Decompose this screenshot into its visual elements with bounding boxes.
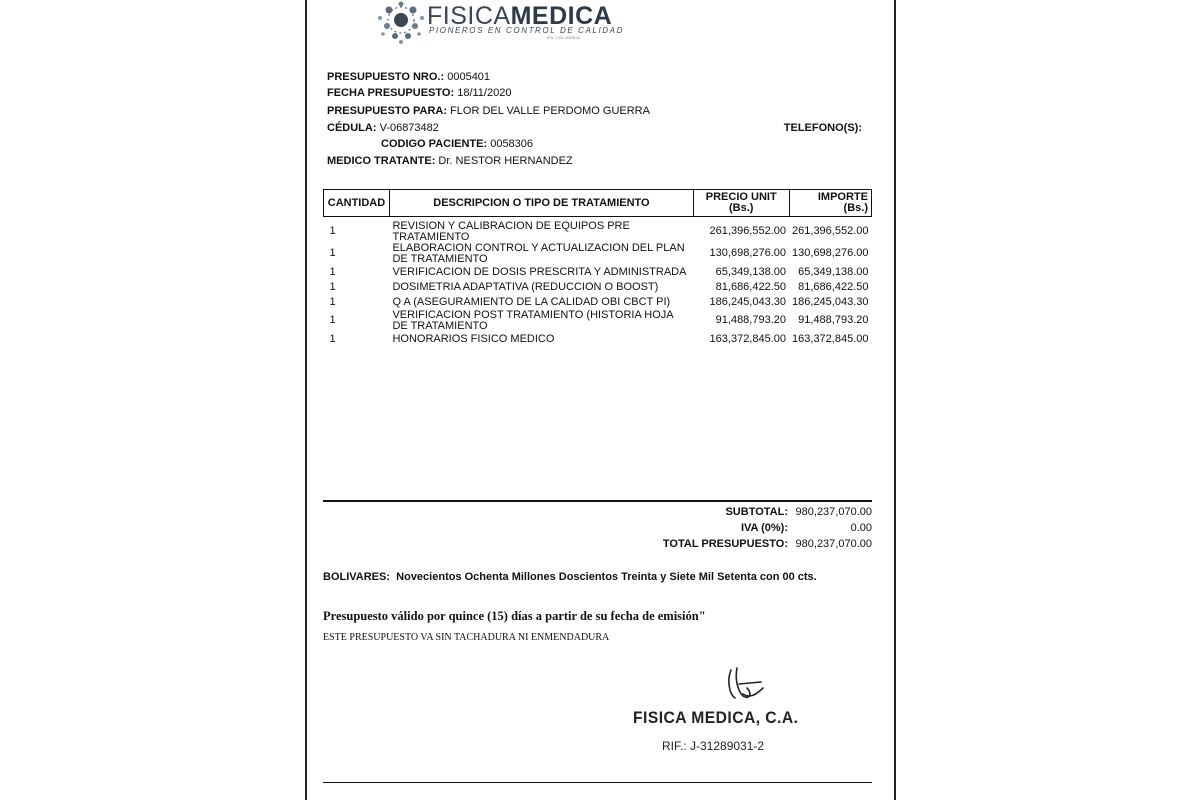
- items-table: [323, 189, 872, 347]
- table-row: [324, 310, 872, 332]
- row-amount: 186,245,043.30: [792, 295, 869, 308]
- row-quantity: 1: [329, 314, 336, 326]
- row-amount: 91,488,793.20: [798, 314, 869, 326]
- validity-statement: Presupuesto válido por quince (15) días a partir de su fecha de emisión": [323, 609, 706, 623]
- row-quantity: 1: [329, 332, 336, 345]
- table-row: [324, 221, 872, 243]
- row-description: DOSIMETRIA ADAPTATIVA (REDUCCION O BOOST): [392, 280, 659, 293]
- row-quantity: 1: [329, 265, 336, 278]
- amount-in-words: BOLIVARES: Novecientos Ochenta Millones Doscientos Treinta y Siete Mil Setenta con 00 cts.: [323, 571, 817, 583]
- col-amount: IMPORTE (Bs.): [789, 190, 871, 217]
- row-description: VERIFICACION DE DOSIS PRESCRITA Y ADMINISTRADA: [392, 265, 687, 278]
- row-amount: 130,698,276.00: [792, 247, 869, 259]
- iva-row: IVA (0%): 0.00: [740, 522, 872, 534]
- col-description: DESCRIPCION O TIPO DE TRATAMIENTO: [389, 190, 693, 217]
- row-unit-price: 163,372,845.00: [709, 332, 787, 345]
- molecule-logo-icon: [375, 0, 427, 46]
- bottom-rule: [323, 782, 872, 783]
- budget-date: FECHA PRESUPUESTO: 18/11/2020: [327, 87, 512, 99]
- row-description: VERIFICACION POST TRATAMIENTO (HISTORIA HOJA DE TRATAMIENTO: [392, 308, 673, 332]
- logo-wordmark: FISICAMEDICA: [427, 2, 613, 30]
- col-unit-price: PRECIO UNIT (Bs.): [693, 190, 789, 217]
- budget-number: PRESUPUESTO NRO.: 0005401: [327, 71, 491, 83]
- phone-label: TELEFONO(S):: [783, 122, 862, 134]
- totals-block: [323, 500, 872, 552]
- treating-doctor: MEDICO TRATANTE: Dr. NESTOR HERNANDEZ: [327, 155, 573, 167]
- row-description: Q A (ASEGURAMIENTO DE LA CALIDAD OBI CBCT PI): [392, 295, 671, 308]
- table-row: [324, 265, 872, 280]
- table-header-row: [324, 190, 872, 217]
- row-description: HONORARIOS FISICO MEDICO: [392, 332, 555, 345]
- row-description: ELABORACION CONTROL Y ACTUALIZACION DEL PLAN DE TRATAMIENTO: [392, 241, 685, 265]
- table-row: [324, 243, 872, 265]
- row-amount: 261,396,552.00: [792, 225, 869, 237]
- row-quantity: 1: [329, 225, 336, 237]
- row-quantity: 1: [329, 280, 336, 293]
- row-unit-price: 186,245,043.30: [709, 295, 787, 308]
- row-amount: 81,686,422.50: [798, 280, 869, 293]
- row-amount: 163,372,845.00: [792, 332, 869, 345]
- patient-code: CODIGO PACIENTE: 0058306: [381, 138, 534, 150]
- no-erasures-note: ESTE PRESUPUESTO VA SIN TACHADURA NI ENMENDADURA: [323, 632, 610, 643]
- logo-subtitle: EN COLOMBIA: [547, 35, 581, 40]
- table-row: [324, 332, 872, 347]
- row-description: REVISION Y CALIBRACION DE EQUIPOS PRE TRATAMIENTO: [392, 219, 630, 243]
- table-row: [324, 280, 872, 295]
- company-rif: RIF.: J-31289031-2: [662, 739, 765, 753]
- row-unit-price: 65,349,138.00: [715, 265, 787, 278]
- recipient-id: CÉDULA: V-06873482: [327, 122, 439, 134]
- row-unit-price: 261,396,552.00: [709, 225, 787, 237]
- company-stamp: FISICA MEDICA, C.A.: [633, 708, 799, 727]
- document-page: [305, 0, 896, 800]
- col-quantity: CANTIDAD: [324, 190, 390, 217]
- row-unit-price: 91,488,793.20: [715, 314, 787, 326]
- total-row: TOTAL PRESUPUESTO: 980,237,070.00: [662, 538, 872, 550]
- logo-tagline: PIONEROS EN CONTROL DE CALIDAD: [429, 26, 624, 35]
- row-quantity: 1: [329, 295, 336, 308]
- subtotal-row: SUBTOTAL: 980,237,070.00: [725, 506, 872, 518]
- company-logo: [375, 0, 624, 48]
- budget-recipient: PRESUPUESTO PARA: FLOR DEL VALLE PERDOMO GUERRA: [327, 105, 650, 117]
- row-unit-price: 81,686,422.50: [715, 280, 787, 293]
- row-unit-price: 130,698,276.00: [709, 247, 787, 259]
- table-row: [324, 295, 872, 310]
- row-amount: 65,349,138.00: [798, 265, 869, 278]
- row-quantity: 1: [329, 247, 336, 259]
- signature-icon: [719, 664, 769, 708]
